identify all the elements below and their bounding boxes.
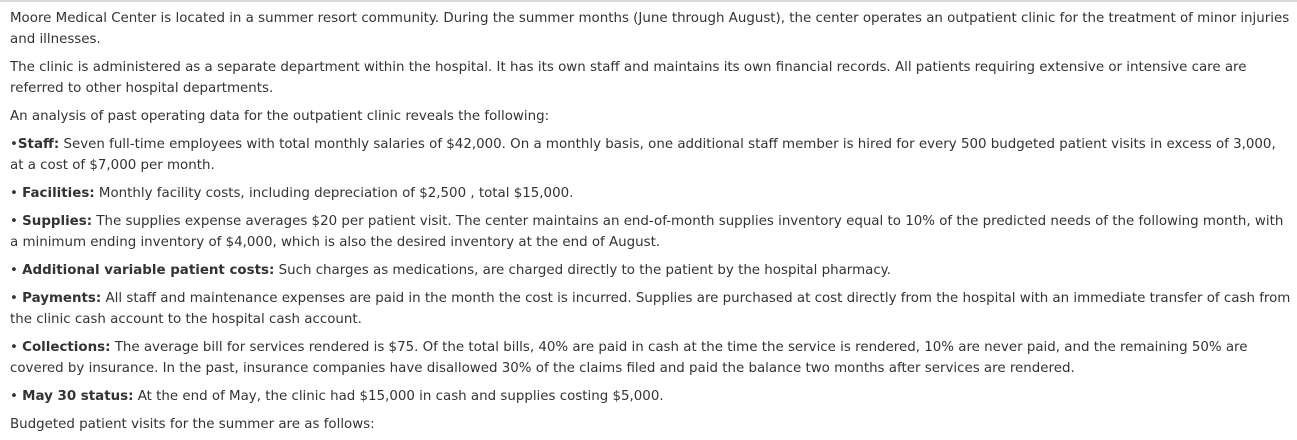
bullet: •	[10, 214, 23, 229]
item-facilities	[10, 183, 1291, 204]
admin-paragraph: The clinic is administered as a separate department within the hospital. It has its own staff and maintains its own financial records. All patients requiring extensive or intensive care are referred to other hospital departments.	[10, 60, 1247, 96]
item-label: Staff:	[17, 137, 60, 152]
intro-paragraph: Moore Medical Center is located in a summer resort community. During the summer months (June through August), the center operates an outpatient clinic for the treatment of minor injuries and illnesses.	[10, 11, 1290, 47]
item-text: Monthly facility costs, including depreciation of $2,500 , total $15,000.	[94, 186, 574, 201]
item-label: Additional variable patient costs:	[22, 263, 275, 278]
bullet: •	[10, 186, 23, 201]
item-text: The supplies expense averages $20 per patient visit. The center maintains an end-of-month supplies inventory equal to 10% of the predicted needs of the following month, with a minimum ending inventory of $4,000, which is also the desired inventory at the end of August.	[10, 214, 1284, 250]
analysis-paragraph: An analysis of past operating data for the outpatient clinic reveals the following:	[10, 109, 550, 124]
item-collections	[10, 337, 1291, 379]
item-text: All staff and maintenance expenses are paid in the month the cost is incurred. Supplies are purchased at cost directly from the hospital with an immediate transfer of cash from the clinic cash account to the hospital cash account.	[10, 291, 1291, 327]
closing-paragraph: Budgeted patient visits for the summer are as follows:	[10, 417, 375, 432]
item-label: May 30 status:	[22, 389, 134, 404]
item-label: Payments:	[22, 291, 102, 306]
item-label: Collections:	[22, 340, 111, 355]
item-payments	[10, 288, 1291, 330]
item-text: Seven full-time employees with total monthly salaries of $42,000. On a monthly basis, one additional staff member is hired for every 500 budgeted patient visits in excess of 3,000, at a cost of $7,000 per month.	[10, 137, 1276, 173]
bullet: •	[10, 340, 23, 355]
item-variable-costs	[10, 260, 1291, 281]
bullet: •	[10, 263, 23, 278]
item-text: Such charges as medications, are charged directly to the patient by the hospital pharmacy.	[274, 263, 891, 278]
item-text: The average bill for services rendered is $75. Of the total bills, 40% are paid in cash at the time the service is rendered, 10% are never paid, and the remaining 50% are covered by insurance. In the past, insurance companies have disallowed 30% of the claims filed and paid the balance two months after services are rendered.	[10, 340, 1248, 376]
item-staff	[10, 134, 1291, 176]
item-label: Facilities:	[22, 186, 95, 201]
item-text: At the end of May, the clinic had $15,000 in cash and supplies costing $5,000.	[133, 389, 664, 404]
problem-text	[0, 2, 1297, 435]
bullet: •	[10, 389, 23, 404]
bullet: •	[10, 137, 18, 152]
bullet: •	[10, 291, 23, 306]
item-label: Supplies:	[22, 214, 93, 229]
item-supplies	[10, 211, 1291, 253]
item-may-status	[10, 386, 1291, 407]
